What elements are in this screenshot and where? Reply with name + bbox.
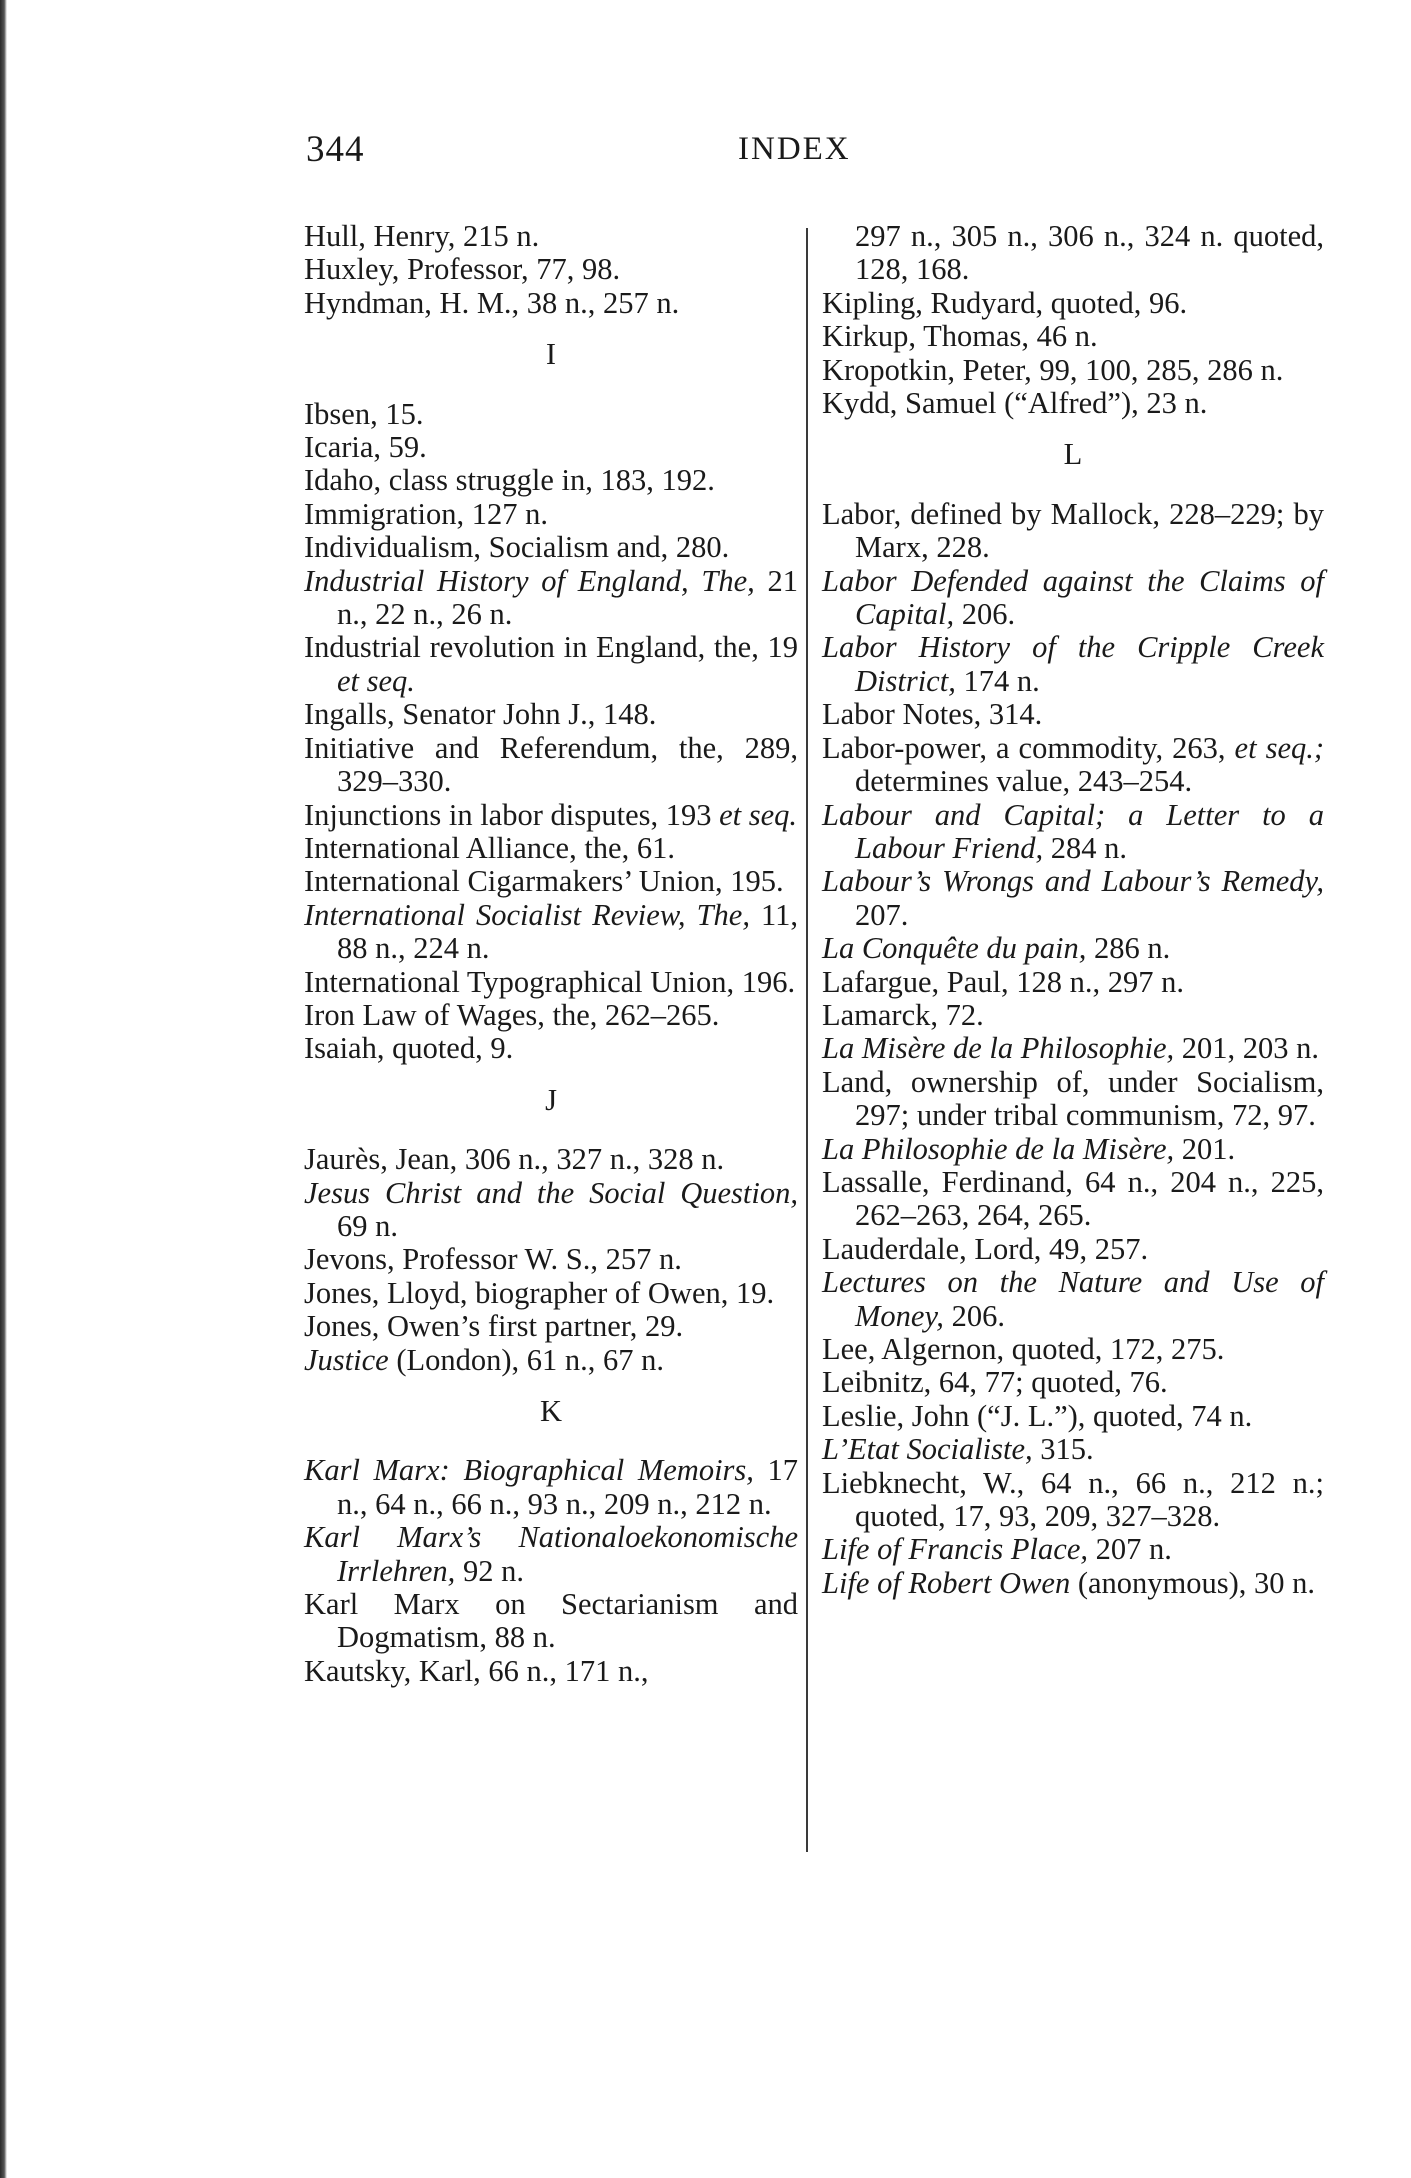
index-entry-text: Hull, Henry, 215 n. (304, 219, 540, 253)
index-entry (822, 1433, 1324, 1466)
index-entry-text: 92 n. (455, 1553, 524, 1588)
index-entry (822, 1333, 1324, 1366)
index-entry (822, 354, 1324, 387)
index-entry-text: 21 n., 22 n., 26 n. (337, 563, 798, 632)
index-entry (304, 966, 798, 999)
index-entry (304, 1143, 798, 1176)
index-entry (304, 464, 798, 497)
index-column-right (822, 220, 1324, 1600)
index-entry (822, 565, 1324, 632)
index-entry-text: Ingalls, Senator John J., 148. (304, 697, 657, 732)
index-entry (822, 1032, 1324, 1065)
index-entry-title: Karl Marx: Biographical Memoirs, (304, 1453, 754, 1488)
section-letter: K (539, 1394, 563, 1428)
index-entry-text: 69 n. (337, 1208, 398, 1243)
index-entry (822, 698, 1324, 731)
index-entry-title: Industrial History of England, The, (304, 563, 755, 598)
index-entry-title: Labor Defended against the Claims of Capital, (822, 563, 1324, 632)
index-entry-title: Life of Francis Place, (822, 1532, 1088, 1567)
index-entry (822, 1133, 1324, 1166)
index-entry-title: La Misère de la Philosophie, (822, 1031, 1175, 1066)
index-entry-text: 174 n. (955, 663, 1040, 698)
index-entry (822, 1567, 1324, 1600)
index-entry-title: Karl Marx’s Nationaloekonomische Irrlehren, (304, 1520, 798, 1588)
index-entry-text: Labor-power, a commodity, 263, (822, 730, 1235, 765)
index-entry-text: 11, 88 n., 224 n. (337, 897, 798, 966)
index-entry-text: Injunctions in labor disputes, 193 (304, 797, 720, 832)
index-entry-text: Lauderdale, Lord, 49, 257. (822, 1231, 1149, 1266)
index-entry (822, 1400, 1324, 1433)
index-entry-text: Leslie, John (“J. L.”), quoted, 74 n. (822, 1398, 1253, 1433)
index-entry (822, 799, 1324, 866)
index-entry-text: Isaiah, quoted, 9. (304, 1031, 514, 1066)
index-entry-text: 206. (954, 597, 1016, 632)
index-entry-title: International Socialist Review, The, (304, 897, 750, 932)
index-entry-text: Lamarck, 72. (822, 997, 984, 1032)
index-entry-text: Kautsky, Karl, 66 n., 171 n., (304, 1653, 649, 1688)
index-entry (304, 1032, 798, 1065)
index-entry-text: Individualism, Socialism and, 280. (304, 530, 730, 565)
index-entry-text: Karl Marx on Sectarianism and Dogmatism, 88 n. (304, 1587, 798, 1655)
index-entry-text: Huxley, Professor, 77, 98. (304, 252, 621, 287)
index-entry-text: 201, 203 n. (1174, 1031, 1319, 1066)
index-entry-text: Jaurès, Jean, 306 n., 327 n., 328 n. (304, 1142, 725, 1177)
index-entry (304, 220, 798, 253)
index-entry (304, 1454, 798, 1521)
index-entry-text: Land, ownership of, under Socialism, 297; under tribal communism, 72, 97. (822, 1064, 1324, 1133)
index-entry (822, 966, 1324, 999)
page-number: 344 (306, 129, 365, 170)
index-entry (304, 1655, 798, 1688)
index-entry-text: Jones, Owen’s first partner, 29. (304, 1309, 684, 1344)
page-binding-edge (0, 0, 7, 2178)
section-letter: L (1063, 437, 1083, 472)
index-entry-text: Labor, defined by Mallock, 228–229; by Marx, 228. (822, 496, 1324, 565)
index-entry (304, 1588, 798, 1655)
index-entry-text: determines value, 243–254. (855, 764, 1193, 799)
index-entry (304, 531, 798, 564)
index-entry-text: Kropotkin, Peter, 99, 100, 285, 286 n. (822, 352, 1284, 387)
index-entry-title: Labor History of the Cripple Creek District, (822, 630, 1324, 698)
index-entry-title: Jesus Christ and the Social Question, (304, 1175, 798, 1210)
index-entry (822, 320, 1324, 353)
index-entry-text: Hyndman, H. M., 38 n., 257 n. (304, 285, 680, 320)
index-entry (304, 1310, 798, 1343)
index-entry (822, 1266, 1324, 1333)
index-entry (822, 387, 1324, 420)
index-entry-text: 297 n., 305 n., 306 n., 324 n. quoted, 128, 168. (855, 219, 1324, 287)
index-entry (822, 631, 1324, 698)
column-rule (806, 228, 808, 1852)
index-entry (304, 732, 798, 799)
index-entry-text: Liebknecht, W., 64 n., 66 n., 212 n.; quoted, 17, 93, 209, 327–328. (822, 1465, 1324, 1534)
index-entry (822, 932, 1324, 965)
index-entry (304, 799, 798, 832)
running-head: INDEX (738, 131, 851, 167)
index-entry-text: Ibsen, 15. (304, 396, 424, 431)
index-entry (304, 498, 798, 531)
index-entry-text: Kipling, Rudyard, quoted, 96. (822, 285, 1188, 320)
index-entry (822, 1166, 1324, 1233)
index-entry-text: Kydd, Samuel (“Alfred”), 23 n. (822, 386, 1208, 421)
index-entry-text: International Typographical Union, 196. (304, 964, 796, 999)
index-entry-text: (London), 61 n., 67 n. (388, 1342, 665, 1377)
index-entry (304, 832, 798, 865)
index-entry-text: Industrial revolution in England, the, 19 (304, 630, 798, 665)
index-entry (304, 431, 798, 464)
index-entry-text: Initiative and Referendum, the, 289, 329–330. (304, 730, 798, 799)
index-entry-title: Labour’s Wrongs and Labour’s Remedy, (822, 864, 1324, 899)
index-entry-text: 315. (1032, 1432, 1094, 1467)
index-entry (304, 1177, 798, 1244)
index-entry (304, 1521, 798, 1588)
index-entry-text: Idaho, class struggle in, 183, 192. (304, 463, 715, 498)
index-entry-text: Immigration, 127 n. (304, 496, 548, 531)
index-entry-text: 201. (1174, 1131, 1236, 1166)
section-letter: J (545, 1082, 557, 1117)
index-entry (822, 498, 1324, 565)
section-letter: I (545, 337, 557, 372)
index-entry-text: Iron Law of Wages, the, 262–265. (304, 997, 720, 1032)
index-entry (822, 1366, 1324, 1399)
index-entry-text: 284 n. (1043, 830, 1127, 865)
index-entry-text: Kirkup, Thomas, 46 n. (822, 319, 1098, 354)
index-entry (304, 865, 798, 898)
index-entry-title: Life of Robert Owen (822, 1565, 1071, 1600)
index-entry-text: Jevons, Professor W. S., 257 n. (304, 1242, 682, 1277)
index-entry (822, 732, 1324, 799)
index-entry-text: Icaria, 59. (304, 430, 427, 465)
index-entry (304, 631, 798, 698)
index-entry-text: (anonymous), 30 n. (1070, 1565, 1316, 1600)
index-column-left (304, 220, 798, 1688)
index-entry-text: 286 n. (1086, 931, 1171, 966)
index-entry (822, 1066, 1324, 1133)
index-entry-title: Labour and Capital; a Letter to a Labour Friend, (822, 797, 1324, 865)
index-entry (304, 1344, 798, 1377)
index-entry-text: 207. (855, 897, 909, 932)
index-entry-text: Labor Notes, 314. (822, 697, 1043, 732)
index-entry (304, 253, 798, 286)
index-entry (304, 698, 798, 731)
index-entry (304, 398, 798, 431)
index-entry (304, 287, 798, 320)
index-entry (304, 999, 798, 1032)
index-entry (304, 899, 798, 966)
index-entry-text: Jones, Lloyd, biographer of Owen, 19. (304, 1275, 775, 1310)
index-entry (822, 1467, 1324, 1534)
index-entry (822, 1533, 1324, 1566)
index-entry-text: 206. (943, 1298, 1005, 1333)
index-entry-text: Lassalle, Ferdinand, 64 n., 204 n., 225, 262–263, 264, 265. (822, 1164, 1324, 1233)
index-entry-title: et seq. (337, 663, 415, 698)
index-entry-text: Lee, Algernon, quoted, 172, 275. (822, 1332, 1225, 1366)
index-entry-text: Lafargue, Paul, 128 n., 297 n. (822, 964, 1184, 999)
index-entry-title: La Conquête du pain, (822, 931, 1087, 966)
index-entry (304, 565, 798, 632)
index-entry (304, 1277, 798, 1310)
index-entry-title: et seq. (719, 797, 798, 832)
index-entry (822, 865, 1324, 932)
index-entry-title: et seq.; (1234, 730, 1325, 765)
index-entry-title: Lectures on the Nature and Use of Money, (822, 1265, 1324, 1333)
index-entry-title: Justice (304, 1342, 389, 1377)
index-entry-text: 207 n. (1087, 1532, 1172, 1567)
index-entry (304, 1243, 798, 1276)
index-entry-text: International Alliance, the, 61. (304, 830, 675, 865)
index-entry-title: La Philosophie de la Misère, (822, 1131, 1175, 1166)
index-entry (822, 220, 1324, 287)
index-entry-text: Leibnitz, 64, 77; quoted, 76. (822, 1365, 1168, 1400)
index-entry-title: L’Etat Socialiste, (822, 1432, 1033, 1467)
index-entry (822, 287, 1324, 320)
index-entry (822, 999, 1324, 1032)
index-entry-text: 17 n., 64 n., 66 n., 93 n., 209 n., 212 n. (337, 1453, 798, 1521)
index-entry-text: International Cigarmakers’ Union, 195. (304, 864, 784, 899)
index-entry (822, 1233, 1324, 1266)
